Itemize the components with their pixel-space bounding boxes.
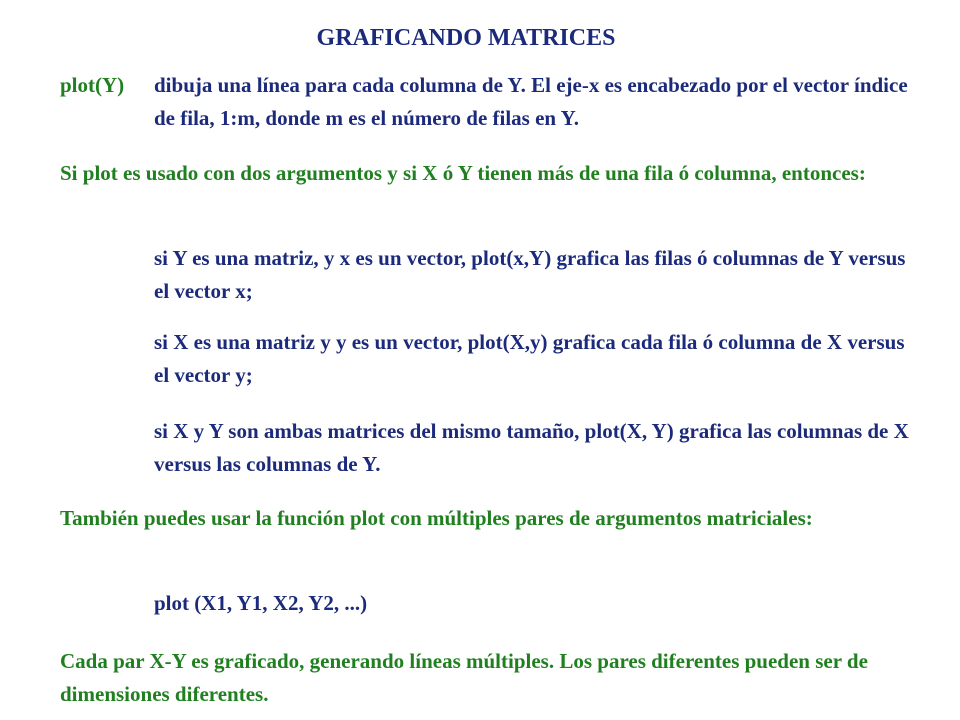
multiple-pairs-result: Cada par X-Y es graficado, generando líneas múltiples. Los pares diferentes pueden ser de dimensiones diferentes. xyxy=(60,649,868,706)
multiple-pairs-syntax: plot (X1, Y1, X2, Y2, ...) xyxy=(154,591,368,615)
plot-y-label: plot(Y) xyxy=(60,73,125,97)
multiple-pairs-intro: También puedes usar la función plot con múltiples pares de argumentos matriciales: xyxy=(60,506,813,530)
two-arguments-intro: Si plot es usado con dos argumentos y si X ó Y tienen más de una fila ó columna, entonces: xyxy=(60,161,866,185)
page-title: GRAFICANDO MATRICES xyxy=(316,25,616,51)
case-both-matrices: si X y Y son ambas matrices del mismo tamaño, plot(X, Y) grafica las columnas de X versus las columnas de Y. xyxy=(154,419,909,476)
case-matrix-y-vector-x: si Y es una matriz, y x es un vector, plot(x,Y) grafica las filas ó columnas de Y versus el vector x; xyxy=(154,246,906,303)
case-matrix-x-vector-y: si X es una matriz y y es un vector, plot(X,y) grafica cada fila ó columna de X versus el vector y; xyxy=(154,330,905,387)
plot-y-description: dibuja una línea para cada columna de Y. El eje-x es encabezado por el vector índice de fila, 1:m, donde m es el número de filas en Y. xyxy=(154,73,908,130)
